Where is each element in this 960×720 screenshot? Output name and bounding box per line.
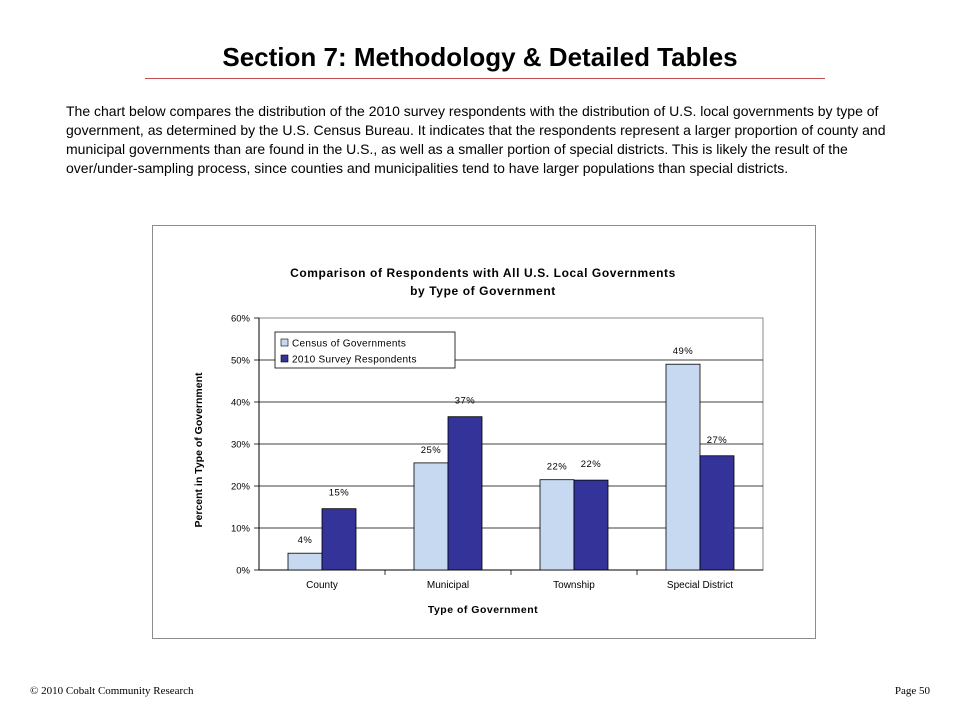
legend-label: Census of Governments (292, 338, 407, 350)
bar-2010-survey-respondents-municipal (448, 417, 482, 570)
bar-2010-survey-respondents-special-district (700, 456, 734, 570)
chart-title-line2: by Type of Government (410, 284, 556, 298)
bar-chart (153, 226, 815, 638)
legend-swatch (281, 339, 288, 346)
data-label: 22% (580, 459, 602, 471)
y-tick-label: 40% (230, 397, 250, 409)
bar-census-of-governments-county (288, 553, 322, 570)
chart-container (152, 225, 816, 639)
title-divider (145, 78, 825, 79)
bar-2010-survey-respondents-township (574, 480, 608, 570)
bar-2010-survey-respondents-county (322, 509, 356, 570)
data-label: 37% (454, 395, 476, 407)
x-tick-label: Township (553, 580, 595, 591)
chart-title-line1: Comparison of Respondents with All U.S. Local Governments (290, 266, 676, 280)
x-tick-label: Special District (666, 580, 734, 591)
data-label: 22% (546, 461, 568, 473)
y-tick-label: 20% (230, 481, 250, 493)
data-label: 4% (297, 535, 313, 547)
bar-census-of-governments-township (540, 480, 574, 570)
y-tick-label: 10% (230, 523, 250, 535)
footer-copyright: © 2010 Cobalt Community Research (30, 685, 194, 697)
intro-paragraph: The chart below compares the distribution of the 2010 survey respondents with the distribution of U.S. local governments by type of government, as determined by the U.S. Census Bureau. It indicates that the respondents represent a larger proportion of county and municipal governments than are found in the U.S., as well as a smaller portion of special districts. This is likely the result of the over/under-sampling process, since counties and municipalities tend to have larger populations than special districts. (66, 103, 886, 176)
y-axis-title: Percent in Type of Government (193, 372, 205, 528)
legend-label: 2010 Survey Respondents (292, 354, 417, 366)
y-tick-label: 50% (230, 355, 250, 367)
data-label: 15% (328, 487, 350, 499)
bar-census-of-governments-municipal (414, 463, 448, 570)
x-axis-title: Type of Government (427, 604, 539, 616)
data-label: 27% (706, 434, 728, 446)
y-tick-label: 0% (236, 565, 250, 577)
data-label: 49% (672, 346, 694, 358)
footer-page-number: Page 50 (894, 685, 930, 697)
data-label: 25% (420, 444, 442, 456)
y-tick-label: 60% (230, 313, 250, 325)
y-tick-label: 30% (230, 439, 250, 451)
bar-census-of-governments-special-district (666, 364, 700, 570)
legend-swatch (281, 355, 288, 362)
page-title: Section 7: Methodology & Detailed Tables (222, 42, 738, 72)
x-tick-label: Municipal (426, 580, 470, 591)
x-tick-label: County (306, 580, 338, 591)
